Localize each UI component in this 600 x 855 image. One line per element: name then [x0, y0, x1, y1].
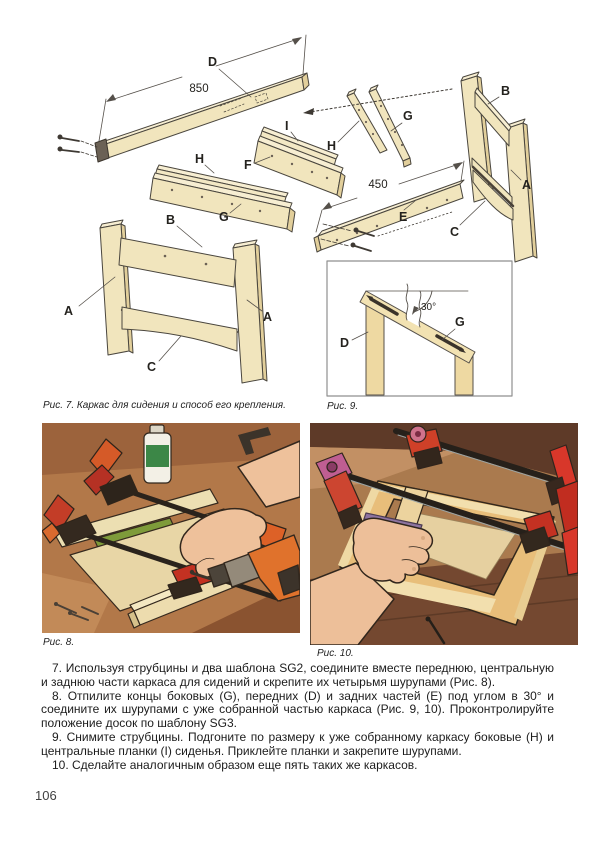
- label-g-upper: G: [403, 109, 413, 123]
- dim-450-label: 450: [368, 179, 388, 191]
- assembly-diagram: [0, 0, 600, 420]
- step-10: 10. Сделайте аналогичным образом еще пять таких же каркасов.: [52, 757, 418, 772]
- label-a-left1: A: [64, 304, 74, 318]
- label-c-left: C: [147, 360, 157, 374]
- label-b-right: B: [501, 84, 511, 98]
- label-c-right: C: [450, 225, 460, 239]
- label-f: F: [244, 158, 252, 172]
- frame-left: [100, 220, 267, 383]
- instructions-text: [41, 662, 554, 772]
- board-f: [254, 127, 345, 198]
- inset-fig9: [327, 261, 512, 396]
- label-h-lower: H: [195, 152, 205, 166]
- label-a-left2: A: [263, 310, 273, 324]
- photo-fig8: [42, 423, 300, 633]
- label-h-upper: H: [327, 139, 337, 153]
- label-g-inset: G: [455, 315, 465, 329]
- caption-fig7: Рис. 7. Каркас для сидения и способ его крепления.: [43, 400, 286, 411]
- label-d-inset: D: [340, 336, 350, 350]
- dim-850-label: 850: [189, 83, 209, 95]
- label-e: E: [399, 210, 408, 224]
- angle-30-label: 30°: [421, 302, 437, 313]
- caption-fig9: Рис. 9.: [327, 401, 359, 412]
- glue-bottle: [144, 425, 171, 483]
- screws-left: [58, 135, 97, 157]
- page-number: 106: [35, 788, 57, 803]
- label-b-left: B: [166, 213, 176, 227]
- step-9: 9. Снимите струбцины. Подгоните по размеру к уже собранному каркасу боковые (H) и центральные планки (I) сиденья. Приклейте планки и закрепите шурупами.: [41, 729, 554, 758]
- label-g-lower: G: [219, 210, 229, 224]
- step-7: 7. Используя струбцины и два шаблона SG2, соедините вместе переднюю, центральную и заднюю части каркаса для сидений и скрепите их четырьмя шурупами (Рис. 8).: [41, 661, 554, 689]
- trestle-right: [461, 72, 537, 262]
- label-i: I: [285, 119, 289, 133]
- photo-fig10: [310, 423, 578, 645]
- caption-fig8: Рис. 8.: [43, 637, 75, 648]
- label-a-right: A: [522, 178, 532, 192]
- caption-fig10: Рис. 10.: [317, 648, 354, 659]
- step-8: 8. Отпилите концы боковых (G), передних (D) и задних частей (E) под углом в 30° и соедините их шурупами с уже собранной частью каркаса (Рис. 9, 10). Проконтролируйте положение досок по шаблону SG3.: [41, 688, 554, 731]
- label-d: D: [208, 55, 218, 69]
